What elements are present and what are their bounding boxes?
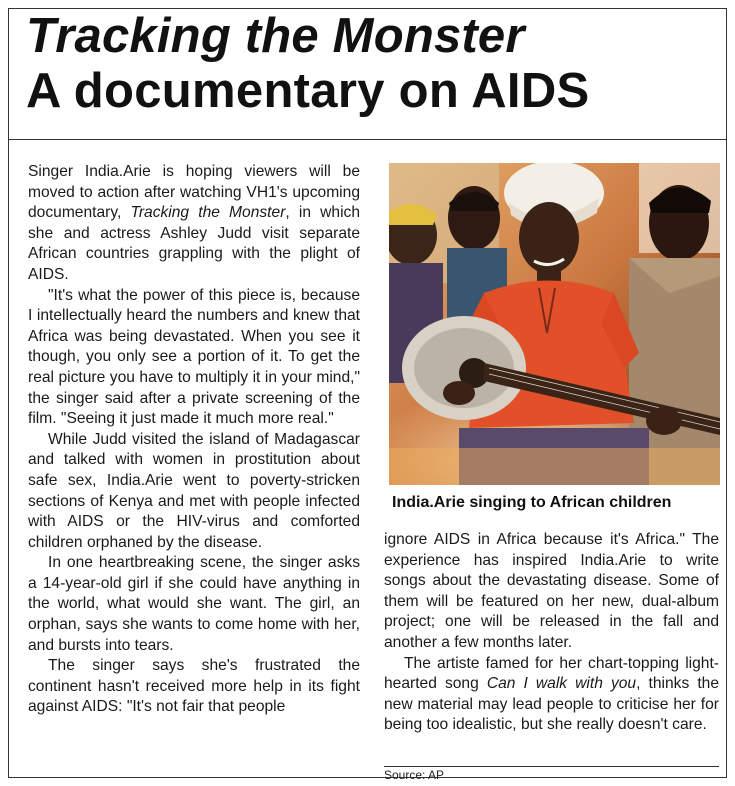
paragraph-6: The artiste famed for her chart-topping light-hearted song Can I walk with you, thinks the new material may lead people to criticise her for being too idealistic, but she really doesn't care.: [384, 654, 720, 734]
song-title: Can I walk with you: [486, 675, 637, 693]
paragraph-2: "It's what the power of this piece is, because I intellectually heard the numbers and knew that Africa was being devastated. When you see it though, you only see a portion of it. To get the real picture you have to multiply it in your mind," the singer said after a private screening of the film. "Seeing it just made it much more real.": [28, 286, 360, 428]
headline-subtitle: A documentary on AIDS: [26, 64, 590, 118]
paragraph-1: Singer India.Arie is hoping viewers will be moved to action after watching VH1's upcoming documentary, Tracking the Monster, in which she and actress Ashley Judd visit separate African countries grappling with the plight of AIDS.: [28, 163, 360, 283]
paragraph-3: While Judd visited the island of Madagascar and talked with women in prostitution about safe sex, India.Arie went to poverty-stricken sections of Kenya and met with people infected with AIDS or the HIV-virus and comforted children orphaned by the disease.: [28, 430, 360, 551]
paragraph-4: In one heartbreaking scene, the singer asks a 14-year-old girl if she could have anything in the world, what would she want. The girl, an orphan, says she wants to come home with her, and bursts into tears.: [28, 554, 360, 654]
documentary-title: Tracking the Monster: [130, 204, 286, 222]
article-column-right: [384, 530, 719, 736]
paragraph-5-continued: ignore AIDS in Africa because it's Africa." The experience has inspired India.Arie to write songs about the devastating disease. Some of them will be featured on her new, dual-album project; one will be released in the fall and another a few months later.: [384, 531, 719, 651]
source-credit: Source: AP: [384, 768, 445, 782]
headline: [26, 9, 590, 118]
source-divider: [384, 766, 719, 767]
headline-title: Tracking the Monster: [26, 9, 525, 63]
headline-divider: [8, 139, 727, 140]
photo-illustration: [389, 163, 720, 485]
article-column-left: [28, 162, 360, 718]
photo-caption: India.Arie singing to African children: [392, 494, 672, 511]
article-photo: [389, 163, 720, 485]
paragraph-5: The singer says she's frustrated the continent hasn't received more help in its fight against AIDS: "It's not fair that people: [28, 657, 360, 716]
